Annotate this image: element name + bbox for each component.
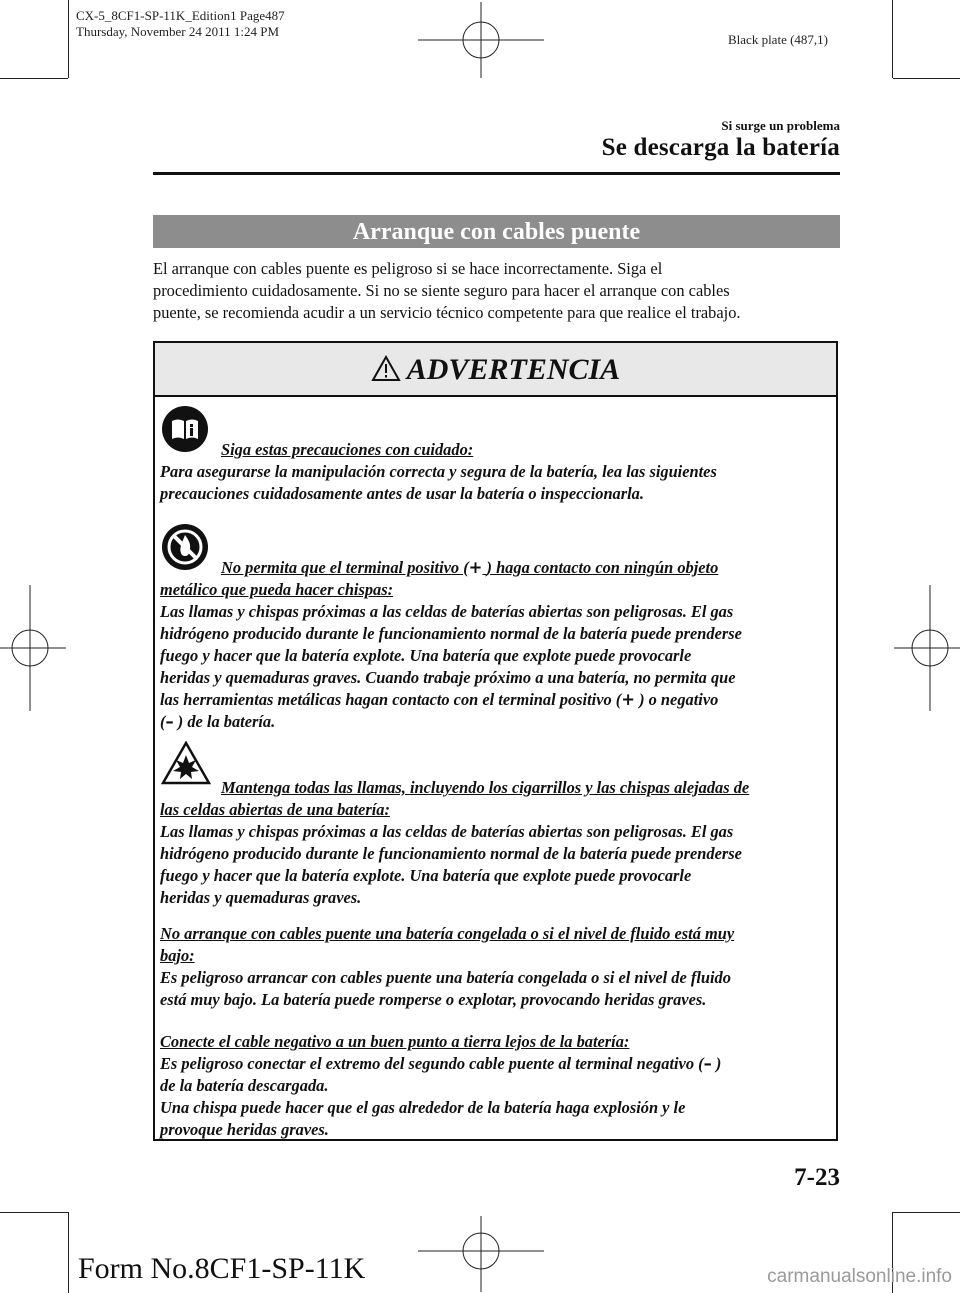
title-rule (153, 172, 840, 175)
block-heading: las celdas abiertas de una batería: (160, 800, 390, 819)
crop-mark (0, 78, 68, 79)
block-line: las herramientas metálicas hagan contacto con el terminal positivo ( (160, 690, 622, 709)
block-heading: metálico que pueda hacer chispas: (160, 580, 394, 599)
block-line: fuego y hacer que la batería explote. Una batería que explote puede provocarle (160, 866, 692, 885)
chapter-label: Si surge un problema (721, 118, 840, 133)
block-line: Una chispa puede hacer que el gas alrededor de la batería haga explosión y le (160, 1098, 686, 1117)
block-line: Es peligroso arrancar con cables puente una batería congelada o si el nivel de fluido (160, 968, 731, 987)
print-header-line1: CX-5_8CF1-SP-11K_Edition1 Page487 (76, 8, 285, 23)
block-line: está muy bajo. La batería puede romperse o explotar, provocando heridas graves. (160, 990, 707, 1009)
block-line: fuego y hacer que la batería explote. Una batería que explote puede provocarle (160, 646, 692, 665)
warning-block-2: No permita que el terminal positivo (+ ) haga contacto con ningún objeto metálico que pueda hacer chispas: Las llamas y chispas próximas a las celdas de baterías abiertas son peligrosas. El gas hidrógeno producido durante le funcionamiento normal de la batería puede prenderse fuego y hacer que la batería explote. Una batería que explote puede provocarle heridas y quemaduras graves. Cuando trabaje próximo a una batería, no permita que las herramientas metálicas hagan contacto con el terminal positivo (+ ) o negativo (– ) de la batería. (160, 557, 828, 733)
block-line: hidrógeno producido durante le funcionamiento normal de la batería puede prenderse (160, 844, 742, 863)
registration-mark-icon (418, 2, 544, 78)
block-line: ) de la batería. (177, 712, 276, 731)
crop-mark (892, 0, 893, 78)
block-line: Las llamas y chispas próximas a las celdas de baterías abiertas son peligrosas. El gas (160, 822, 734, 841)
block-line: precauciones cuidadosamente antes de usar la batería o inspeccionarla. (160, 484, 644, 503)
plate-label: Black plate (487,1) (728, 32, 828, 47)
minus-symbol: – (703, 1054, 712, 1073)
intro-paragraph (153, 258, 843, 324)
block-line: heridas y quemaduras graves. Cuando trabaje próximo a una batería, no permita que (160, 668, 736, 687)
warning-box (153, 341, 838, 1141)
topic-banner: Arranque con cables puente (153, 215, 840, 248)
block-line: provoque heridas graves. (160, 1120, 329, 1139)
registration-mark-icon (894, 585, 960, 711)
registration-mark-icon (0, 585, 66, 711)
minus-symbol: – (165, 712, 174, 731)
crop-mark (0, 1212, 68, 1213)
page-number: 7-23 (794, 1164, 840, 1191)
block-line: Para asegurarse la manipulación correcta y segura de la batería, lea las siguientes (160, 462, 717, 481)
block-heading: Conecte el cable negativo a un buen punto a tierra lejos de la batería: (160, 1032, 630, 1051)
plus-symbol: + (468, 558, 483, 577)
block-heading: Mantenga todas las llamas, incluyendo los cigarrillos y las chispas alejadas de (221, 778, 750, 797)
crop-mark (68, 1212, 69, 1293)
warning-header (155, 343, 836, 397)
registration-mark-icon (418, 1216, 544, 1292)
print-header-line2: Thursday, November 24 2011 1:24 PM (76, 24, 280, 39)
watermark: carmanualsonline.info (767, 1266, 952, 1287)
block-line: ) (715, 1054, 722, 1073)
form-number: Form No.8CF1-SP-11K (78, 1252, 366, 1285)
block-line: ) o negativo (639, 690, 719, 709)
plus-symbol: + (621, 690, 635, 709)
warning-block-1 (160, 439, 828, 505)
warning-triangle-icon (371, 355, 401, 382)
block-line: Es peligroso conectar el extremo del segundo cable puente al terminal negativo ( (160, 1054, 704, 1073)
block-heading: No permita que el terminal positivo ( (221, 558, 469, 577)
crop-mark (893, 1212, 960, 1213)
block-heading: Siga estas precauciones con cuidado: (221, 440, 474, 459)
block-line: hidrógeno producido durante le funcionamiento normal de la batería puede prenderse (160, 624, 742, 643)
intro-line: puente, se recomienda acudir a un servicio técnico competente para que realice el trabajo. (153, 303, 741, 322)
warning-title-wrap (371, 353, 620, 386)
block-heading: bajo: (160, 946, 195, 965)
block-line: heridas y quemaduras graves. (160, 888, 362, 907)
block-line: de la batería descargada. (160, 1076, 329, 1095)
block-heading: ) haga contacto con ningún objeto (486, 558, 719, 577)
warning-title: ADVERTENCIA (406, 353, 621, 386)
warning-block-4 (160, 923, 828, 1011)
warning-block-5 (160, 1031, 828, 1141)
print-header (76, 8, 285, 40)
crop-mark (893, 78, 960, 79)
warning-block-3 (160, 777, 828, 909)
section-title: Se descarga la batería (601, 134, 840, 161)
crop-mark (68, 0, 69, 78)
block-heading: No arranque con cables puente una batería congelada o si el nivel de fluido está muy (160, 924, 735, 943)
block-line: Las llamas y chispas próximas a las celdas de baterías abiertas son peligrosas. El gas (160, 602, 734, 621)
intro-line: El arranque con cables puente es peligroso si se hace incorrectamente. Siga el (153, 259, 663, 278)
intro-line: procedimiento cuidadosamente. Si no se siente seguro para hacer el arranque con cables (153, 281, 730, 300)
